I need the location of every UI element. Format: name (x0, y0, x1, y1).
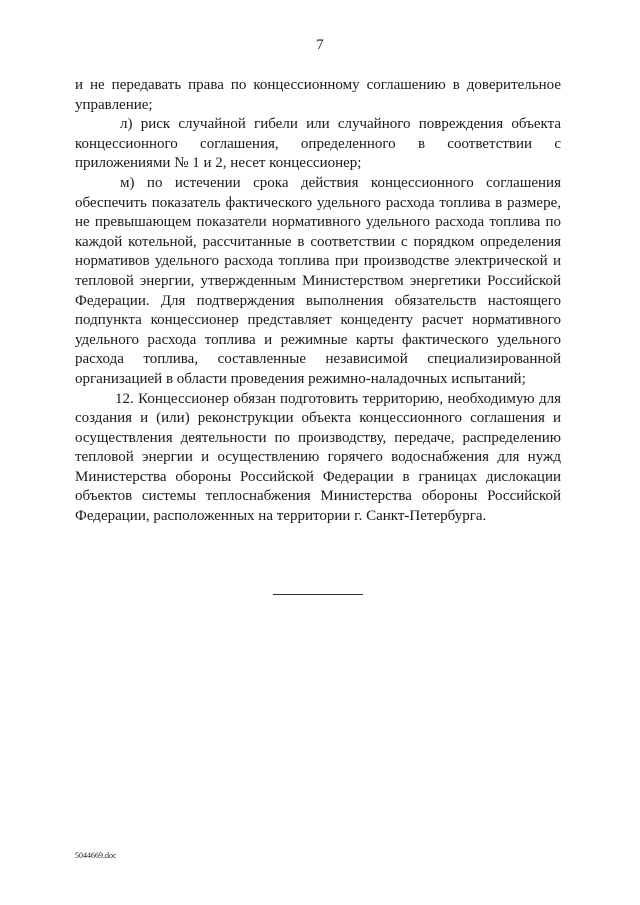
paragraph-continuation: и не передавать права по концессионному соглашению в доверительное управление; (75, 77, 561, 113)
page-number: 7 (316, 37, 324, 53)
paragraph-item-l: л) риск случайной гибели или случайного повреждения объекта концессионного соглашения, определенного в соответствии с приложениями № 1 и 2, несет концессионер; (75, 116, 561, 172)
paragraph-item-m: м) по истечении срока действия концессионного соглашения обеспечить показатель фактического удельного расхода топлива в размере, не превышающем показатели нормативного удельного расхода топлива по каждой котельной, рассчитанные в соответствии с порядком определения нормативов удельного расхода топлива при производстве электрической и тепловой энергии, утвержденным Министерством энергетики Российской Федерации. Для подтверждения выполнения обязательств настоящего подпункта концессионер представляет концеденту расчет нормативного удельного расхода топлива и режимные карты фактического удельного расхода топлива, составленные независимой специализированной организацией в области проведения режимно-наладочных испытаний; (75, 174, 561, 387)
document-body (75, 76, 561, 527)
paragraph-clause-12: 12. Концессионер обязан подготовить территорию, необходимую для создания и (или) реконструкции объекта концессионного соглашения и осуществления деятельности по производству, передаче, распределению тепловой энергии и осуществлению горячего водоснабжения для нужд Министерства обороны Российской Федерации в границах дислокации объектов системы теплоснабжения Министерства обороны Российской Федерации, расположенных на территории г. Санкт-Петербурга. (75, 390, 561, 525)
footer-file-name: 5044669.doc (75, 851, 117, 860)
end-separator-line (273, 594, 363, 595)
